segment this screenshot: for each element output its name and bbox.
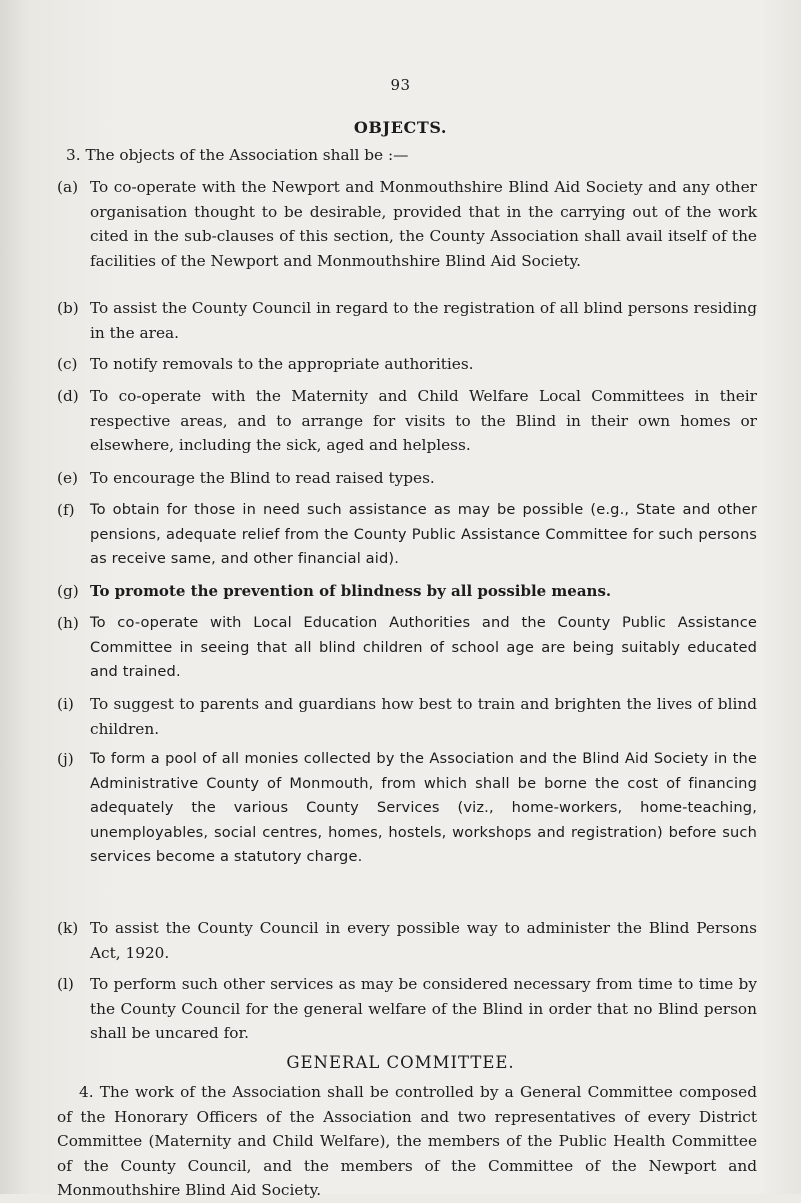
object-label: (l) [57, 975, 74, 993]
object-text: To suggest to parents and guardians how best to train and brighten the lives of blind children. [90, 695, 757, 738]
object-item-c [57, 352, 757, 377]
object-label: (c) [57, 355, 78, 373]
object-label: (a) [57, 178, 79, 196]
object-label: (b) [57, 299, 79, 317]
page-number: 93 [390, 76, 411, 94]
object-item-h [57, 611, 757, 685]
object-label: (k) [57, 919, 79, 937]
object-item-g [57, 579, 757, 604]
object-item-i [57, 692, 757, 741]
object-text: To promote the prevention of blindness by all possible means. [90, 582, 612, 600]
object-label: (d) [57, 387, 79, 405]
object-text: To assist the County Council in regard to the registration of all blind persons residing in the area. [90, 299, 757, 342]
object-item-d [57, 384, 757, 458]
object-item-b [57, 296, 757, 345]
object-label: (j) [57, 750, 74, 768]
object-label: (h) [57, 614, 79, 632]
object-item-j [57, 747, 757, 870]
object-text: To assist the County Council in every possible way to administer the Blind Persons Act, 1920. [90, 919, 757, 962]
object-text: To form a pool of all monies collected by the Association and the Blind Aid Society in the Administrative County of Monmouth, from which shall be borne the cost of financing adequately the various County Services (viz., home-workers, home-teaching, unemployables, social centres, homes, hostels, workshops and registration) before such services become a statutory charge. [90, 750, 757, 865]
object-item-e [57, 466, 757, 491]
general-committee-heading: GENERAL COMMITTEE. [286, 1053, 515, 1072]
object-text: To co-operate with the Newport and Monmouthshire Blind Aid Society and any other organisation thought to be desirable, provided that in the carrying out of the work cited in the sub-clauses of this section, the County Association shall avail itself of the facilities of the Newport and Monmouthshire Blind Aid Society. [90, 178, 757, 270]
object-text: To encourage the Blind to read raised types. [90, 469, 435, 487]
object-item-a [57, 175, 757, 273]
general-committee-text: 4. The work of the Association shall be controlled by a General Committee composed of the Honorary Officers of the Association and two representatives of every District Committee (Maternity and Child Welfare), the members of the Public Health Committee of the County Council, and the members of the Committee of the Newport and Monmouthshire Blind Aid Society. [57, 1083, 757, 1199]
object-text: To obtain for those in need such assistance as may be possible (e.g., State and other pensions, adequate relief from the County Public Assistance Committee for such persons as receive same, and other financial aid). [90, 501, 757, 567]
object-text: To notify removals to the appropriate authorities. [90, 355, 474, 373]
objects-intro: 3. The objects of the Association shall be :— [66, 146, 409, 164]
object-label: (i) [57, 695, 74, 713]
object-item-f [57, 498, 757, 572]
object-text: To co-operate with the Maternity and Child Welfare Local Committees in their respective areas, and to arrange for visits to the Blind in their own homes or elsewhere, including the sick, aged and helpless. [90, 387, 757, 454]
object-item-l [57, 972, 757, 1046]
object-label: (e) [57, 469, 78, 487]
object-item-k [57, 916, 757, 965]
object-text: To perform such other services as may be considered necessary from time to time by the County Council for the general welfare of the Blind in order that no Blind person shall be uncared for. [90, 975, 757, 1042]
objects-heading: OBJECTS. [353, 118, 448, 137]
object-text: To co-operate with Local Education Authorities and the County Public Assistance Committee in seeing that all blind children of school age are being suitably educated and trained. [90, 614, 757, 680]
object-label: (f) [57, 501, 75, 519]
object-label: (g) [57, 582, 79, 600]
